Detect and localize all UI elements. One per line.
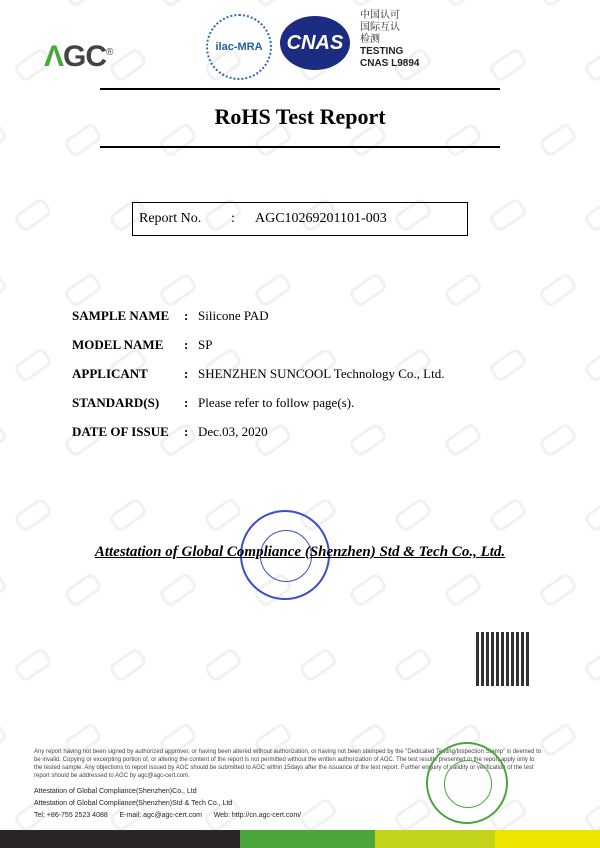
watermark-mark [108, 646, 149, 683]
cnas-logo: CNAS [280, 16, 350, 70]
field-label: STANDARD(S) [72, 395, 160, 410]
field-value: SHENZHEN SUNCOOL Technology Co., Ltd. [198, 366, 445, 381]
watermark-mark [443, 0, 484, 9]
cnas-line: CNAS L9894 [360, 58, 420, 69]
footer-company-1: Attestation of Global Compliance(Shenzhen)Co., Ltd [34, 788, 197, 795]
watermark-mark [488, 196, 529, 233]
watermark-mark [393, 796, 434, 833]
field-label: SAMPLE NAME [72, 308, 170, 323]
watermark-mark [348, 571, 389, 608]
watermark-mark [583, 646, 600, 683]
watermark-mark [538, 571, 579, 608]
field-row [72, 366, 444, 382]
field-row [72, 337, 212, 353]
watermark-mark [63, 271, 104, 308]
watermark-mark [488, 346, 529, 383]
watermark-mark [63, 0, 104, 9]
watermark-mark [538, 0, 579, 9]
watermark-mark [393, 646, 434, 683]
watermark-mark [298, 646, 339, 683]
agc-logo: ΛGC® [44, 40, 113, 73]
watermark-mark [13, 196, 54, 233]
watermark-mark [0, 271, 8, 308]
watermark-mark [13, 346, 54, 383]
watermark-mark [583, 196, 600, 233]
watermark-mark [13, 496, 54, 533]
watermark-mark [488, 496, 529, 533]
footer-email[interactable]: E-mail: agc@agc-cert.com [119, 812, 203, 819]
watermark-mark [348, 0, 389, 9]
watermark-mark [443, 421, 484, 458]
color-bar [0, 830, 600, 848]
field-row [72, 424, 268, 440]
watermark-mark [203, 496, 244, 533]
testing-stamp [426, 742, 508, 824]
footer-company-2: Attestation of Global Compliance(Shenzhen)Std & Tech Co., Ltd [34, 800, 233, 807]
watermark-mark [0, 421, 8, 458]
report-number-label: Report No. [139, 211, 202, 226]
cnas-line: TESTING [360, 46, 404, 57]
watermark-mark [538, 421, 579, 458]
qr-code [476, 632, 530, 686]
color-bar-segment [240, 830, 375, 848]
watermark-mark [0, 0, 8, 9]
stamp-inner-ring [444, 760, 492, 808]
watermark-mark [203, 646, 244, 683]
watermark-mark [443, 271, 484, 308]
report-number-box [132, 202, 468, 236]
report-number-value: AGC10269201101-003 [255, 211, 387, 226]
field-row [72, 308, 269, 324]
color-bar-segment [0, 830, 240, 848]
cnas-line: 国际互认 [360, 22, 400, 33]
color-bar-segment [495, 830, 600, 848]
field-label: MODEL NAME [72, 337, 164, 352]
page-title: RoHS Test Report [214, 104, 386, 129]
watermark-mark [348, 271, 389, 308]
watermark-mark [443, 571, 484, 608]
watermark-mark [583, 496, 600, 533]
registered-mark: ® [106, 47, 113, 58]
field-row [72, 395, 354, 411]
colon: : [184, 308, 189, 323]
watermark-mark [583, 346, 600, 383]
field-value: Silicone PAD [198, 308, 269, 323]
field-value: SP [198, 337, 213, 352]
watermark-mark [158, 0, 199, 9]
ilac-mra-logo: ilac-MRA [206, 14, 272, 80]
watermark-mark [253, 0, 294, 9]
watermark-mark [63, 571, 104, 608]
footer-tel: Tel: +86-755 2523 4088 [34, 812, 108, 819]
watermark-mark [488, 46, 529, 83]
cnas-line: 检测 [360, 34, 380, 45]
colon: : [184, 395, 189, 410]
cnas-accreditation-text [360, 10, 419, 70]
watermark-mark [253, 271, 294, 308]
company-name: Attestation of Global Compliance (Shenzhen) Std & Tech Co., Ltd. [94, 544, 506, 560]
disclaimer-text: Any report having not been signed by authorized approver, or having been altered without authorization, or having not been stamped by the "Dedicated Testing/Inspection Stamp" is deemed to be invalid. Copying or excerpting portion of, or altering the content of the report is not permitted without the written authorization of AGC. The test results presented in the report apply only to the tested sample. Any objections to report issued by AGC should be submitted to AGC within 15days after the issuance of the test report. Further enquiry of validity or verification of the test report should be addressed to AGC by agc@agc-cert.com. [34, 749, 542, 779]
colon: : [231, 211, 235, 226]
cnas-line: 中国认可 [360, 10, 400, 21]
watermark-mark [583, 46, 600, 83]
watermark-mark [158, 571, 199, 608]
watermark-mark [538, 271, 579, 308]
field-value: Dec.03, 2020 [198, 424, 268, 439]
watermark-mark [0, 571, 8, 608]
watermark-mark [108, 46, 149, 83]
watermark-mark [583, 796, 600, 833]
watermark-mark [348, 421, 389, 458]
field-label: DATE OF ISSUE [72, 424, 169, 439]
watermark-mark [393, 496, 434, 533]
watermark-mark [158, 271, 199, 308]
watermark-mark [0, 721, 8, 758]
watermark-mark [298, 796, 339, 833]
color-bar-segment [375, 830, 495, 848]
colon: : [184, 366, 189, 381]
field-label: APPLICANT [72, 366, 148, 381]
watermark-mark [108, 496, 149, 533]
colon: : [184, 337, 189, 352]
footer-web[interactable]: Web: http://cn.agc-cert.com/ [213, 812, 302, 819]
watermark-mark [13, 646, 54, 683]
colon: : [184, 424, 189, 439]
divider [100, 146, 500, 148]
divider [100, 88, 500, 90]
field-value: Please refer to follow page(s). [198, 395, 355, 410]
footer-contact [34, 812, 301, 819]
